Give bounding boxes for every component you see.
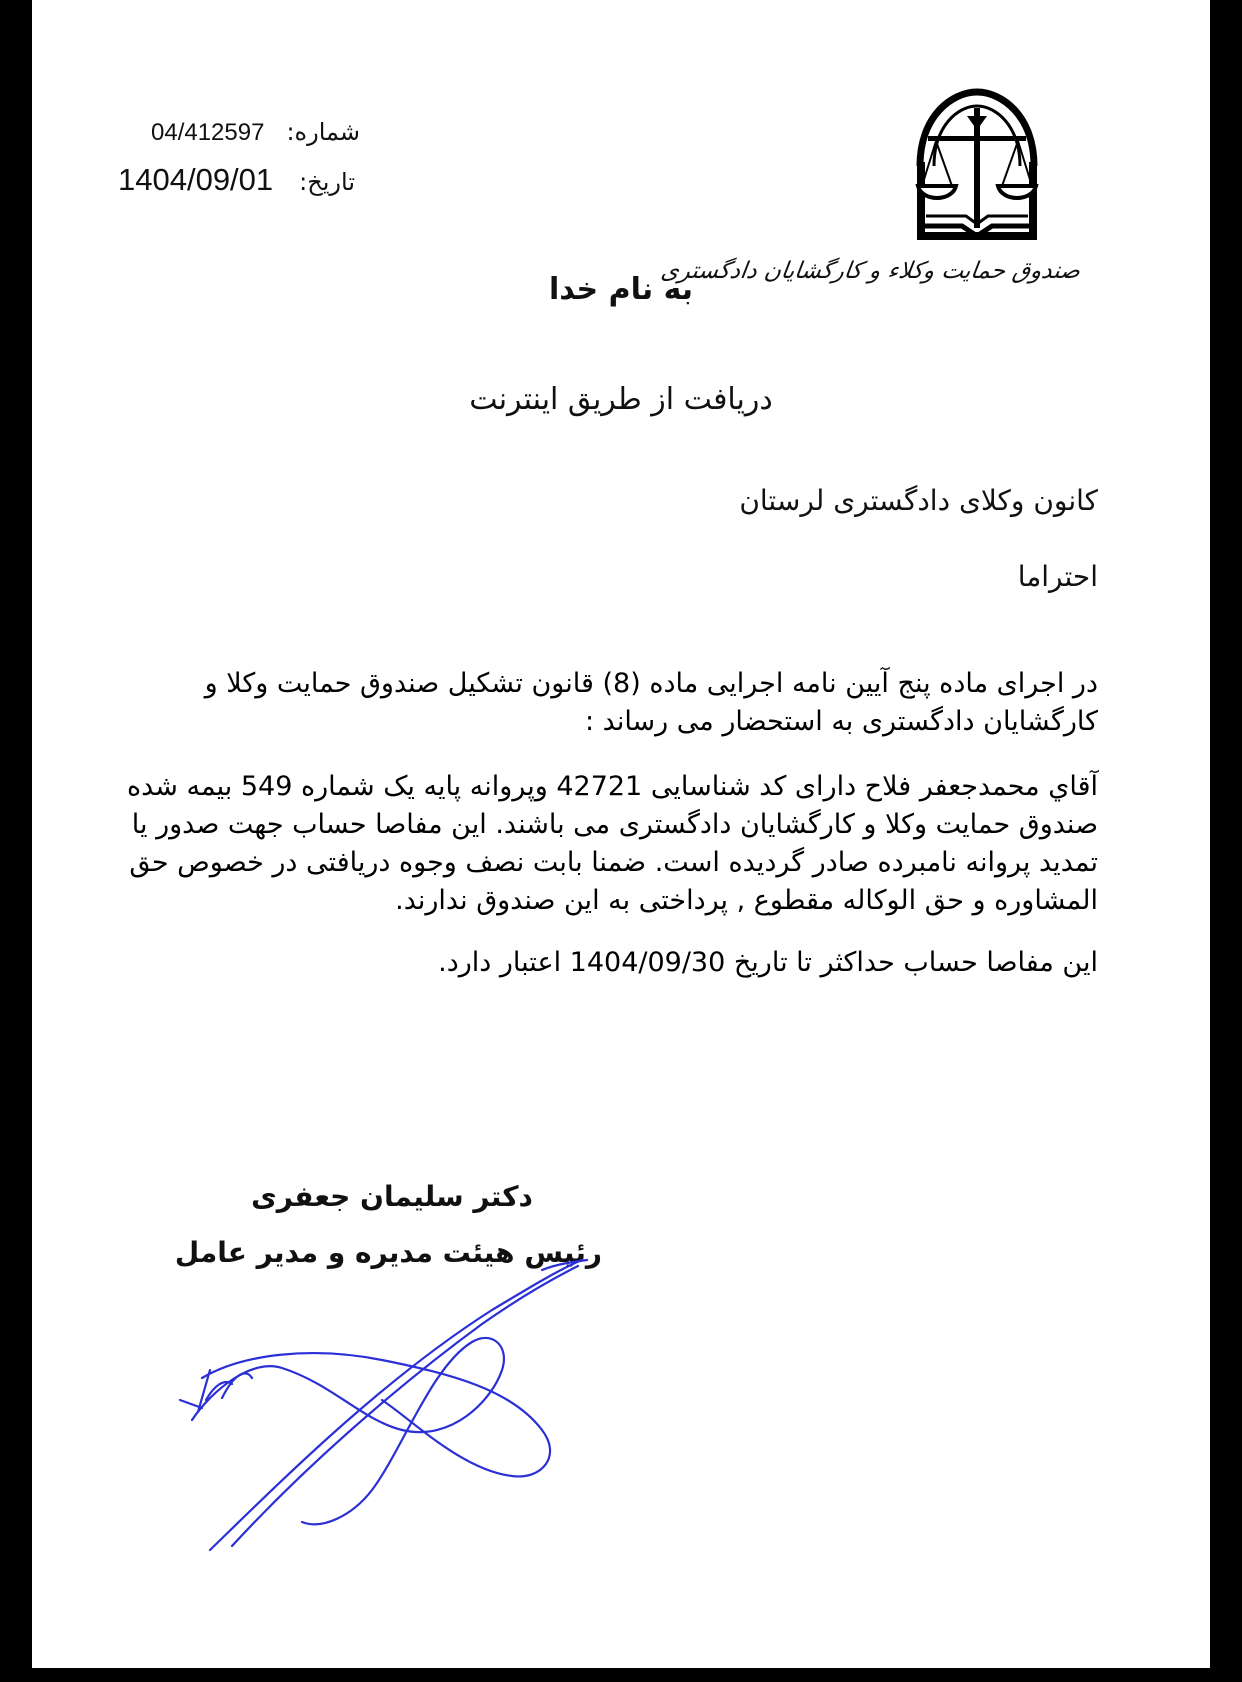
body-line: تمدید پروانه نامبرده صادر گردیده است. ضمنا بابت نصف وجوه دریافتی در خصوص حق bbox=[129, 847, 1098, 878]
body-line: المشاوره و حق الوکاله مقطوع , پرداختی به این صندوق ندارند. bbox=[395, 885, 1098, 916]
recipient: کانون وکلای دادگستری لرستان bbox=[739, 484, 1098, 517]
signatory-title: رئیس هیئت مدیره و مدیر عامل bbox=[174, 1236, 602, 1269]
number-label: شماره: bbox=[286, 118, 360, 146]
letter-number: 04/412597 bbox=[151, 119, 265, 146]
letter-page bbox=[32, 0, 1210, 1668]
body-paragraph bbox=[126, 768, 1098, 920]
handwritten-signature bbox=[162, 1250, 622, 1570]
validity-statement: این مفاصا حساب حداکثر تا تاریخ 1404/09/30 اعتبار دارد. bbox=[438, 947, 1098, 978]
body-line: آقاي محمدجعفر فلاح دارای کد شناسایی 42721 وپروانه پایه یک شماره 549 بیمه شده bbox=[126, 771, 1098, 802]
logo-caption: صندوق حمایت وکلاء و کارگشایان دادگستری bbox=[659, 258, 1082, 284]
salutation: احتراما bbox=[1017, 560, 1098, 593]
intro-paragraph bbox=[148, 665, 1098, 741]
letter-number-row bbox=[151, 118, 360, 154]
intro-line: کارگشایان دادگستری به استحضار می رساند : bbox=[584, 706, 1098, 737]
letter-date: 1404/09/01 bbox=[118, 162, 274, 197]
letter-date-row bbox=[118, 162, 355, 202]
letter-subheading: دریافت از طریق اینترنت bbox=[469, 382, 773, 417]
date-label: تاریخ: bbox=[299, 168, 355, 196]
scales-of-justice-logo-icon bbox=[912, 86, 1042, 246]
intro-line: در اجرای ماده پنج آیین نامه اجرایی ماده (8) قانون تشکیل صندوق حمایت وکلا و bbox=[204, 668, 1098, 699]
letter-heading: به نام خدا bbox=[548, 272, 694, 307]
signatory-name: دکتر سلیمان جعفری bbox=[251, 1180, 533, 1213]
body-line: صندوق حمایت وکلا و کارگشایان دادگستری می باشند. این مفاصا حساب جهت صدور یا bbox=[131, 809, 1098, 840]
